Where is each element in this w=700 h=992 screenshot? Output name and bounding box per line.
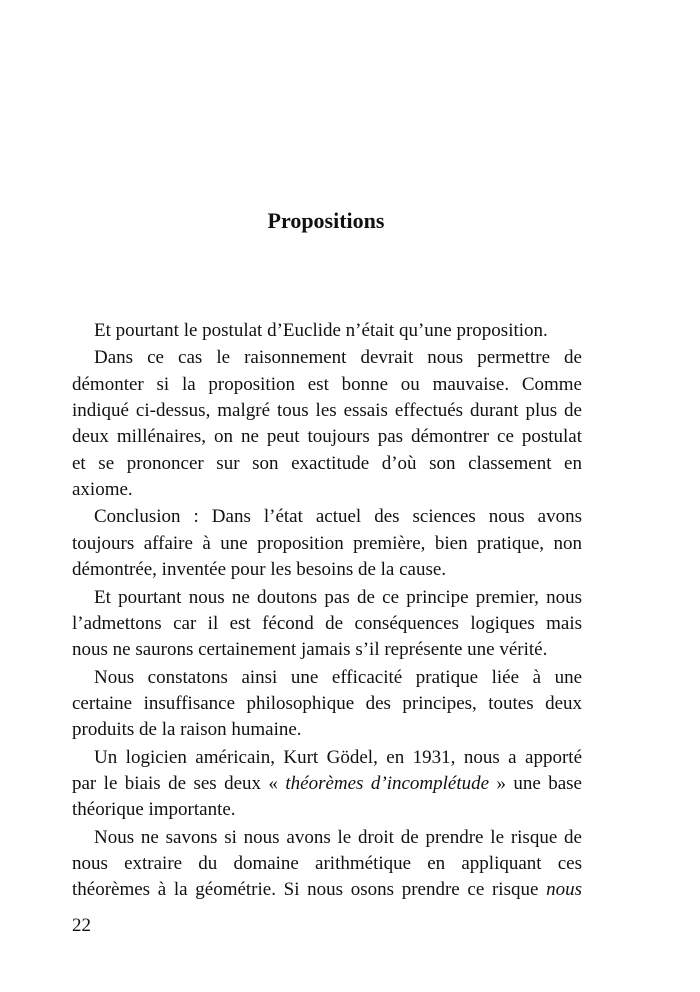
text-line: Conclusion : Dans l’état actuel des sciences nous avons: [94, 506, 582, 528]
italic-title: théorèmes d’incomplétude: [285, 772, 490, 794]
text-line: Nous constatons ainsi une efficacité pratique liée à une: [94, 666, 582, 688]
paragraph: [72, 318, 582, 344]
text-span: théorèmes à la géométrie. Si nous osons prendre ce risque: [72, 879, 547, 901]
paragraph-godel: [72, 745, 582, 824]
body-text: [72, 318, 582, 905]
text-line: toujours affaire à une proposition première, bien pratique, non: [72, 532, 582, 554]
paragraph-risk: [72, 825, 582, 904]
text-line: produits de la raison humaine.: [72, 719, 302, 741]
text-line: nous extraire du domaine arithmétique en appliquant ces: [72, 853, 582, 875]
text-line: deux millénaires, on ne peut toujours pas démontrer ce postulat: [72, 426, 582, 448]
text-line: Dans ce cas le raisonnement devrait nous permettre de: [94, 347, 582, 369]
text-line: Et pourtant nous ne doutons pas de ce principe premier, nous: [94, 586, 582, 608]
text-line: axiome.: [72, 478, 133, 500]
text-line: indiqué ci-dessus, malgré tous les essais effectués durant plus de: [72, 400, 582, 422]
paragraph: [72, 504, 582, 583]
text-line: démonter si la proposition est bonne ou mauvaise. Comme: [72, 373, 582, 395]
text-line: l’admettons car il est fécond de conséquences logiques mais: [72, 612, 582, 634]
paragraph: [72, 665, 582, 744]
text-span: » une base: [489, 772, 582, 794]
text-line: Un logicien américain, Kurt Gödel, en 1931, nous a apporté: [94, 746, 582, 768]
italic-word: nous: [546, 879, 582, 901]
text-span: par le biais de ses deux «: [72, 772, 286, 794]
text-line: nous ne saurons certainement jamais s’il représente une vérité.: [72, 639, 548, 661]
page-number: 22: [72, 915, 91, 936]
text-line: théorique importante.: [72, 799, 236, 821]
text-line: Nous ne savons si nous avons le droit de prendre le risque de: [94, 826, 582, 848]
text-line: Et pourtant le postulat d’Euclide n’était qu’une proposition.: [94, 320, 548, 341]
text-line: [72, 771, 582, 797]
chapter-title: Propositions: [267, 208, 385, 233]
text-line: [72, 877, 582, 903]
text-line: et se prononcer sur son exactitude d’où son classement en: [72, 452, 582, 474]
text-line: démontrée, inventée pour les besoins de la cause.: [72, 559, 447, 581]
paragraph: [72, 345, 582, 503]
paragraph: [72, 585, 582, 664]
text-line: certaine insuffisance philosophique des principes, toutes deux: [72, 692, 582, 714]
